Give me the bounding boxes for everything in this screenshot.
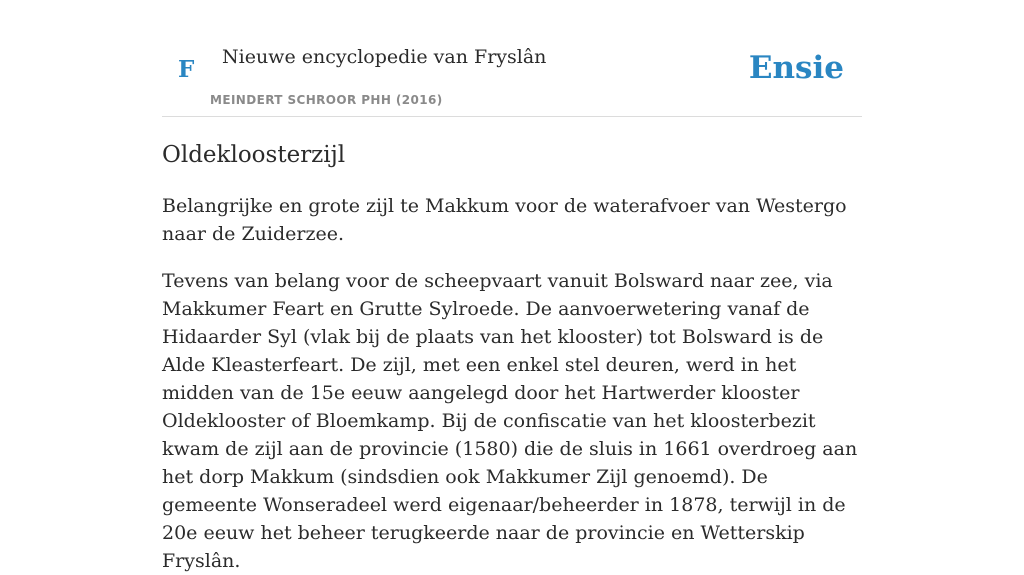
article-paragraph: Belangrijke en grote zijl te Makkum voor de waterafvoer van Westergo naar de Zuiderzee. bbox=[162, 195, 847, 245]
page bbox=[162, 0, 862, 575]
author-meta: MEINDERT SCHROOR PHH (2016) bbox=[210, 93, 443, 107]
book-logo[interactable]: F bbox=[178, 56, 195, 83]
article-headword: Oldekloosterzijl bbox=[162, 142, 346, 168]
header bbox=[162, 0, 862, 117]
article-paragraph: Tevens van belang voor de scheepvaart vanuit Bolsward naar zee, via Makkumer Feart en Grutte Sylroede. De aanvoerwetering vanaf de Hidaarder Syl (vlak bij de plaats van het klooster) tot Bolsward is de Alde Kleasterfeart. De zijl, met een enkel stel deuren, werd in het midden van de 15e eeuw aangelegd door het Hartwerder klooster Oldeklooster of Bloemkamp. Bij de confiscatie van het kloosterbezit kwam de zijl aan de provincie (1580) die de sluis in 1661 overdroeg aan het dorp Makkum (sindsdien ook Makkumer Zijl genoemd). De gemeente Wonseradeel werd eigenaar/beheerder in 1878, terwijl in de 20e eeuw het beheer terugkeerde naar de provincie en Wetterskip Fryslân. bbox=[162, 270, 858, 572]
brand-logo[interactable]: Ensie bbox=[748, 50, 844, 86]
book-title[interactable]: Nieuwe encyclopedie van Fryslân bbox=[222, 46, 547, 68]
